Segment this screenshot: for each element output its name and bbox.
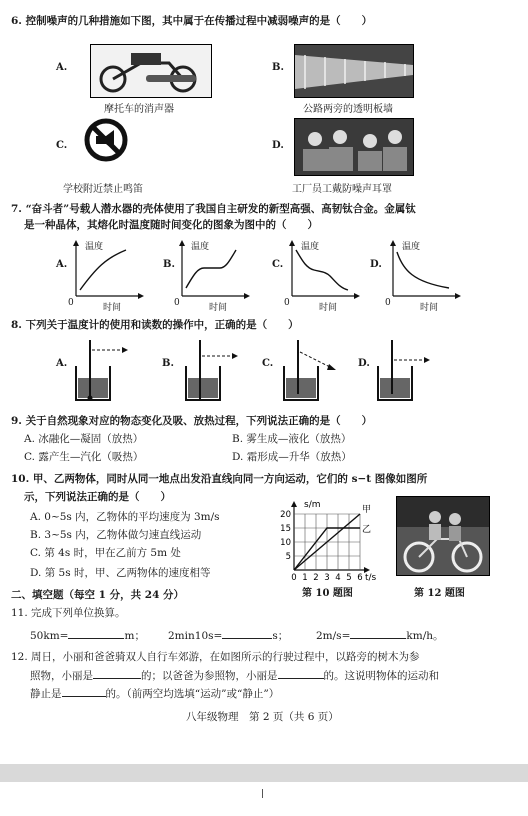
q9-stem: 9. 关于自然现象对应的物态变化及吸、放热过程，下列说法正确的是（ ） [11,415,373,427]
x-tick-label: 3 [324,573,330,582]
q7-graph-d-letter: D. [370,259,382,270]
q12-line2 [30,668,439,683]
q11-item-3 [316,628,444,643]
q7-graph-b-letter: B. [163,259,175,270]
q11-stem: 11. 完成下列单位换算。 [11,607,126,619]
q11-item-2-pre: 2min10s= [168,630,223,642]
q11-blank-2[interactable] [222,628,272,639]
q7-graph-a-ylabel: 温度 [85,242,104,252]
q10-option-d: D. 第 5s 时，甲、乙两物体的速度相等 [30,567,211,579]
q9-option-c: C. 露产生—汽化（吸热） [24,451,144,463]
q7-graph-d-ylabel: 温度 [402,242,421,252]
x-tick-label: 0 [291,573,297,582]
q10-option-a: A. 0~5s 内，乙物体的平均速度为 3m/s [30,511,220,523]
page-footer: 八年级物理 第 2 页（共 6 页） [186,711,339,723]
q11-item-1-post: m； [124,630,145,642]
thermometer-beaker-c [278,338,340,402]
x-tick-label: 1 [302,573,308,582]
st-chart [268,498,378,582]
q7-graph-c-letter: C. [272,259,284,270]
q7-graph-b [172,238,252,306]
motorcycle-muffler-image [90,44,212,98]
q12-line2-part3: 的。这说明物体的运动和 [323,670,439,682]
q7-graph-d-origin: 0 [385,298,391,308]
x-axis-label: t/s [365,573,377,582]
y-tick-label: 10 [280,538,291,548]
q11-item-2-post: s； [272,630,289,642]
q7-graph-a-letter: A. [56,259,68,270]
x-tick-label: 6 [357,573,363,582]
q7-graph-a-xlabel: 时间 [103,303,122,313]
q7-graph-d-xlabel: 时间 [420,303,439,313]
y-tick-label: 5 [285,552,291,562]
q7-graph-c [282,238,362,306]
q8-option-c-letter: C. [262,358,274,369]
q12-line3 [30,686,279,701]
q7-stem-line2: 是一种晶体，其熔化时温度随时间变化的图象为图中的（ ） [24,219,318,231]
x-tick-label: 5 [346,573,352,582]
q9-option-d: D. 霜形成—升华（放热） [232,451,352,463]
q11-blank-1[interactable] [68,628,124,639]
q11-item-1-pre: 50km= [30,630,69,642]
q12-blank-1[interactable] [93,668,141,679]
q11-item-2 [168,628,288,643]
x-tick-label: 4 [335,573,341,582]
q9-option-b: B. 雾生成—液化（放热） [232,433,352,445]
fig12-caption: 第 12 题图 [414,588,465,599]
q7-graph-a [66,238,146,306]
q6-option-d-caption: 工厂员工戴防噪声耳罩 [292,184,392,195]
text-cursor-mark [262,789,263,798]
series-label-1: 甲 [362,505,372,515]
q8-option-d-letter: D. [358,358,370,369]
q7-graph-d [383,238,463,306]
q7-stem-line1: 7. “奋斗者”号载人潜水器的壳体使用了我国自主研发的新型高强、高韧钛合金。金属钛 [11,203,416,215]
q6-option-b-caption: 公路两旁的透明板墙 [303,104,393,115]
thermometer-beaker-d [372,338,434,402]
thermometer-beaker-a [70,338,130,402]
no-honking-sign-icon [84,118,128,162]
q7-graph-c-ylabel: 温度 [301,242,320,252]
series-label-2: 乙 [362,525,372,535]
q6-option-a-caption: 摩托车的消声器 [104,104,174,115]
fig10-caption: 第 10 题图 [302,588,353,599]
factory-earmuffs-image [294,118,414,176]
q6-stem: 6. 控制噪声的几种措施如下图，其中属于在传播过程中减弱噪声的是（ ） [11,15,373,27]
q11-blank-3[interactable] [350,628,406,639]
q10-stem-line1: 10. 甲、乙两物体，同时从同一地点出发沿直线向同一方向运动，它们的 s−t 图像如图所 [11,473,428,485]
tandem-bicycle-image [396,496,490,576]
q12-blank-2[interactable] [278,668,324,679]
y-tick-label: 20 [280,510,291,520]
q10-option-c: C. 第 4s 时，甲在乙前方 5m 处 [30,547,181,559]
y-axis-label: s/m [304,500,321,510]
q10-option-b: B. 3~5s 内，乙物体做匀速直线运动 [30,529,202,541]
section2-title: 二、填空题（每空 1 分，共 24 分） [11,589,185,601]
q6-option-c-letter: C. [56,140,68,151]
q10-stem-line2: 示，下列说法正确的是（ ） [24,491,171,503]
q8-option-b-letter: B. [162,358,174,369]
q12-line3-part2: 的。（前两空均选填“运动”或“静止”） [105,688,280,700]
q7-graph-b-xlabel: 时间 [209,303,228,313]
q11-item-1 [30,628,145,643]
q7-graph-a-origin: 0 [68,298,74,308]
page-break-band [0,764,528,782]
q8-option-a-letter: A. [56,358,68,369]
q7-graph-c-xlabel: 时间 [319,303,338,313]
thermometer-beaker-b [180,338,240,402]
q12-line2-part2: 的；以爸爸为参照物，小丽是 [141,670,278,682]
transparent-barrier-wall-image [294,44,414,98]
q12-line2-part1: 照物，小丽是 [30,670,93,682]
q7-graph-b-origin: 0 [174,298,180,308]
x-tick-label: 2 [313,573,319,582]
q7-graph-b-ylabel: 温度 [191,242,210,252]
q11-item-3-post: km/h。 [406,630,444,642]
q12-line1: 12. 周日，小丽和爸爸骑双人自行车郊游，在如图所示的行驶过程中，以路旁的树木为参 [11,651,420,663]
q11-item-3-pre: 2m/s= [316,630,351,642]
y-axis-arrow [291,501,297,507]
y-tick-label: 15 [280,524,291,534]
q7-graph-c-origin: 0 [284,298,290,308]
q9-option-a: A. 冰融化—凝固（放热） [24,433,144,445]
q12-blank-3[interactable] [62,686,106,697]
q6-option-c-caption: 学校附近禁止鸣笛 [63,184,143,195]
q8-stem: 8. 下列关于温度计的使用和读数的操作中，正确的是（ ） [11,319,299,331]
q12-line3-part1: 静止是 [30,688,62,700]
q6-option-a-letter: A. [56,62,68,73]
q6-option-b-letter: B. [272,62,284,73]
q6-option-d-letter: D. [272,140,284,151]
